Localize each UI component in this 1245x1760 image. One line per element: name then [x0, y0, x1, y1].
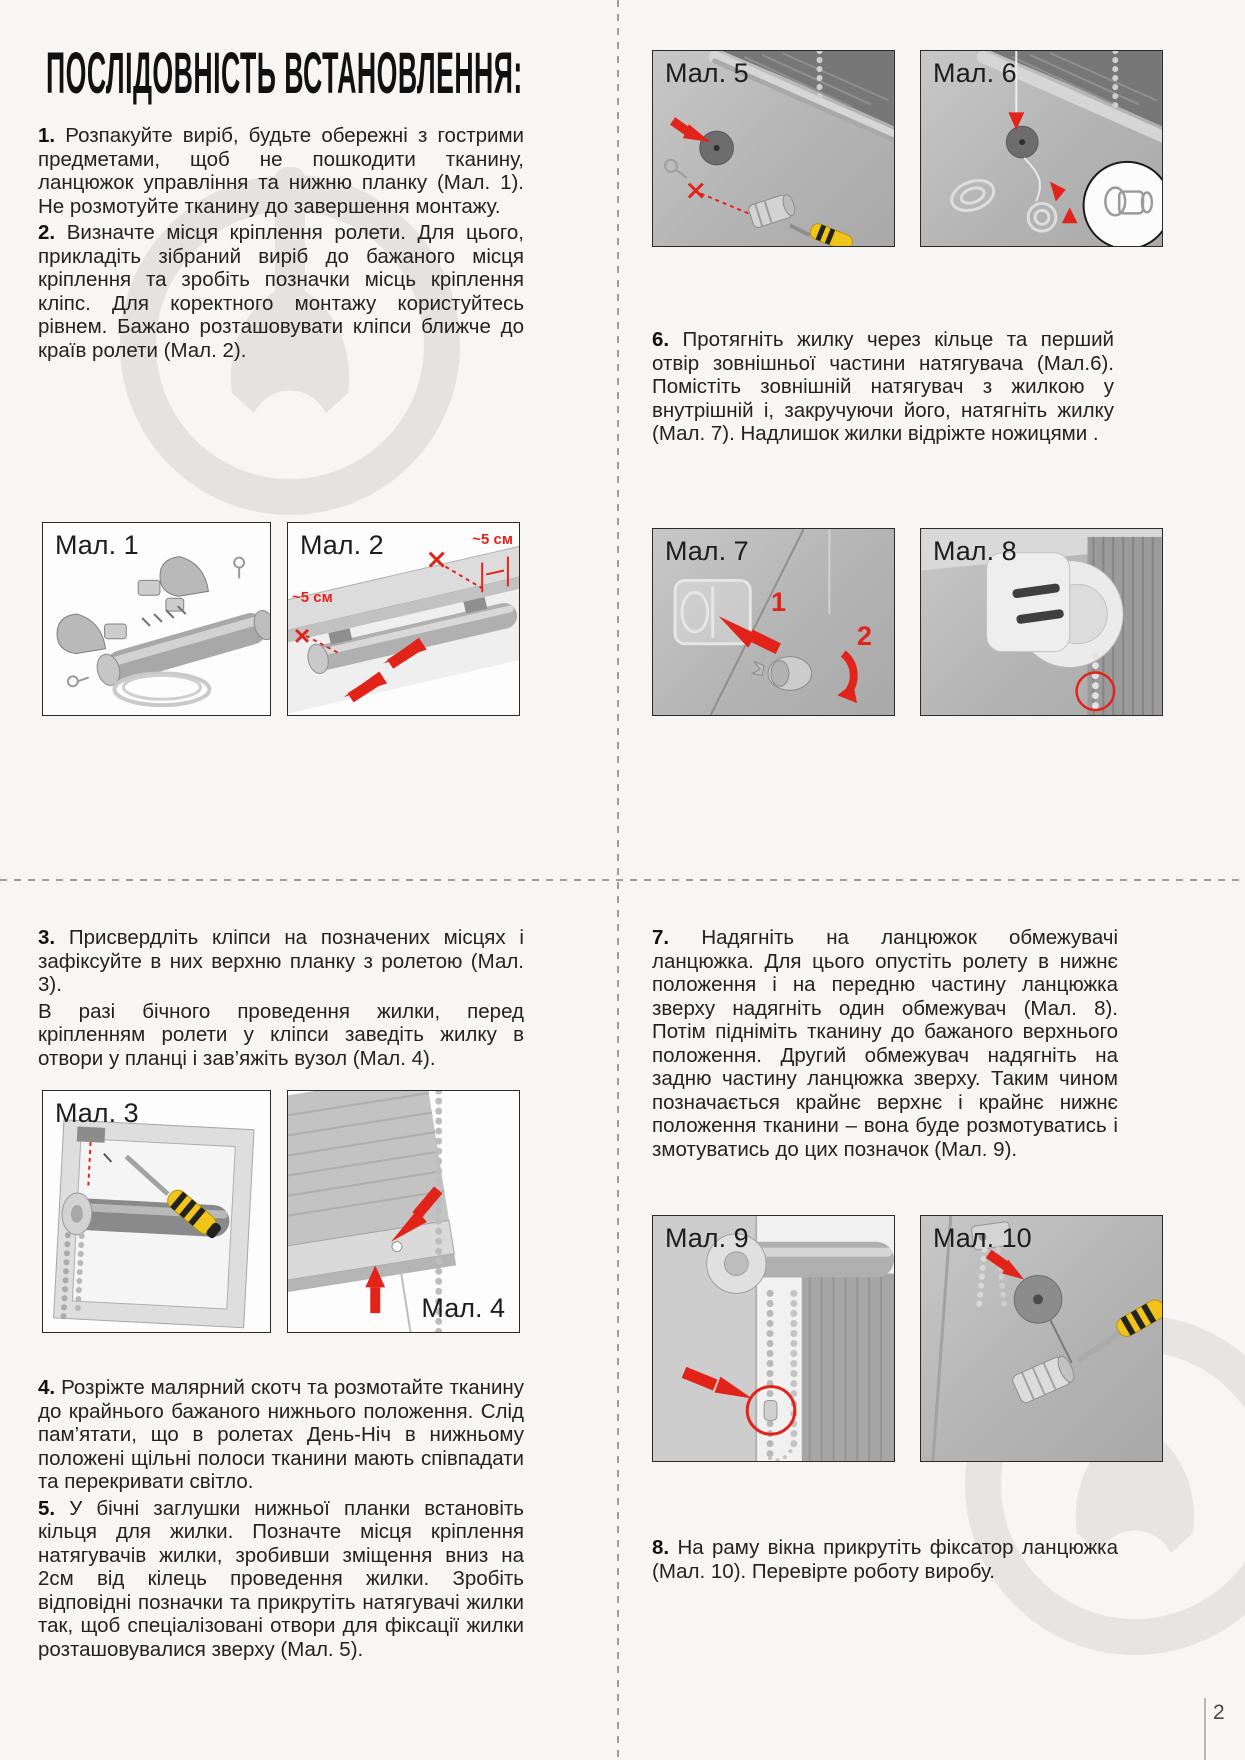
steps-column-top-right [652, 328, 1114, 446]
step-3-continued [38, 1000, 524, 1071]
step-5 [38, 1497, 524, 1662]
step-7-text: Надягніть на ланцюжок обмежувачі ланцюжка. Для цього опустіть ролету в нижнє положення і на передню частину ланцюжка зверху надягніть один обмежувач (Мал. 8). Потім підніміть тканину до бажаного верхнього положення. Другий обмежувач надягніть на задню частину ланцюжка зверху. Таким чином позначається крайнє верхнє і крайнє нижнє положення тканини – вона буде розмотуватись і змотуватись до цих позначок (Мал. 9). [652, 926, 1119, 1161]
figure-4-label: Мал. 4 [421, 1293, 505, 1323]
page-number-rule [1204, 1698, 1206, 1760]
fold-line-horizontal [0, 879, 1245, 881]
step-2-text: Визначте місця кріплення ролети. Для цього, прикладіть зібраний виріб до бажаного місця кріплення та зробіть позначки місць кріплення кліпс. Для коректного монтажу користуйтесь рівнем. Бажано розташовувати кліпси ближче до країв ролети (Мал. 2). [38, 221, 524, 362]
step-4-number: 4. [38, 1376, 56, 1399]
figure-10-label: Мал. 10 [933, 1223, 1032, 1253]
step-4-text: Розріжте малярний скотч та розмотайте тканину до крайнього бажаного нижнього положення. Слід пам’ятати, що в ролетах День-Ніч в нижньому положені щільні полоси тканини мають співпадати та перекривати світло. [38, 1376, 524, 1493]
step-6-number: 6. [652, 328, 670, 351]
step-3 [38, 926, 524, 997]
step-5-number: 5. [38, 1496, 56, 1520]
figure-2-distance-annotation: ~5 см [292, 589, 333, 606]
step-7-number: 7. [652, 926, 670, 949]
figure-2-label: Мал. 2 [300, 530, 384, 560]
step-6-text: Протягніть жилку через кільце та перший отвір зовнішньої частини натягувача (Мал.6). Помістіть зовнішній натягувач з жилкою у внутрішній і, закручуючи його, натягніть жилку (Мал. 7). Надлишок жилки відріжте ножицями . [652, 328, 1114, 445]
figure-4-box [287, 1090, 520, 1333]
figure-3-box [42, 1090, 271, 1333]
steps-column-bottom-left-a [38, 926, 524, 1070]
step-1-number: 1. [38, 124, 56, 147]
figure-8-label: Мал. 8 [933, 536, 1017, 566]
step-8-number: 8. [652, 1536, 670, 1559]
figure-3-label: Мал. 3 [55, 1098, 139, 1128]
page-number: 2 [1213, 1701, 1225, 1724]
figure-7-step2-annotation: 2 [857, 621, 873, 651]
figure-8-box [920, 528, 1163, 716]
step-8 [652, 1536, 1118, 1583]
steps-column-bottom-left-b [38, 1376, 524, 1661]
figure-1-box [42, 522, 271, 716]
step-8-text: На раму вікна прикрутіть фіксатор ланцюжка (Мал. 10). Перевірте роботу виробу. [652, 1536, 1118, 1583]
step-4 [38, 1376, 524, 1494]
steps-column-bottom-right-b [652, 1536, 1118, 1583]
step-3-text: Присвердліть кліпси на позначених місцях і зафіксуйте в них верхню планку з ролетою (Мал. 3). [38, 926, 524, 996]
page-title: ПОСЛІДОВНІСТЬ ВСТАНОВЛЕННЯ: [46, 41, 523, 106]
figure-5-label: Мал. 5 [665, 58, 749, 88]
figure-6-label: Мал. 6 [933, 58, 1017, 88]
step-2-number: 2. [38, 221, 56, 244]
step-1-text: Розпакуйте виріб, будьте обережні з гострими предметами, щоб не пошкодити тканину, ланцюжок управління та нижню планку (Мал. 1). Не розмотуйте тканину до завершення монтажу. [38, 124, 524, 218]
figure-1-label: Мал. 1 [55, 530, 139, 560]
figure-2-box [287, 522, 520, 716]
figure-7-label: Мал. 7 [665, 536, 749, 566]
figure-9-box [652, 1215, 895, 1462]
figure-9-label: Мал. 9 [665, 1223, 749, 1253]
step-1 [38, 124, 524, 218]
step-2 [38, 221, 524, 362]
step-7 [652, 926, 1118, 1161]
figure-2-distance-annotation: ~5 см [472, 531, 513, 548]
step-3-text2: В разі бічного проведення жилки, перед кріпленням ролети у кліпси заведіть жилку в отвори у планці і зав’яжіть вузол (Мал. 4). [38, 999, 524, 1070]
figure-10-box [920, 1215, 1163, 1462]
figure-7-box [652, 528, 895, 716]
steps-column-top-left [38, 124, 524, 362]
step-6 [652, 328, 1114, 446]
figure-7-step1-annotation: 1 [771, 587, 787, 617]
step-3-number: 3. [38, 926, 56, 949]
step-5-text: У бічні заглушки нижньої планки встановіть кільця для жилки. Позначте місця кріплення натягувачів жилки, зробивши зміщення вниз на 2см від кілець проведення жилки. Зробіть відповідні позначки та прикрутіть натягувачі жилки так, щоб спеціалізовані отвори для фіксації жилки розташовувалися зверху (Мал. 5). [38, 1496, 524, 1661]
steps-column-bottom-right-a [652, 926, 1118, 1161]
